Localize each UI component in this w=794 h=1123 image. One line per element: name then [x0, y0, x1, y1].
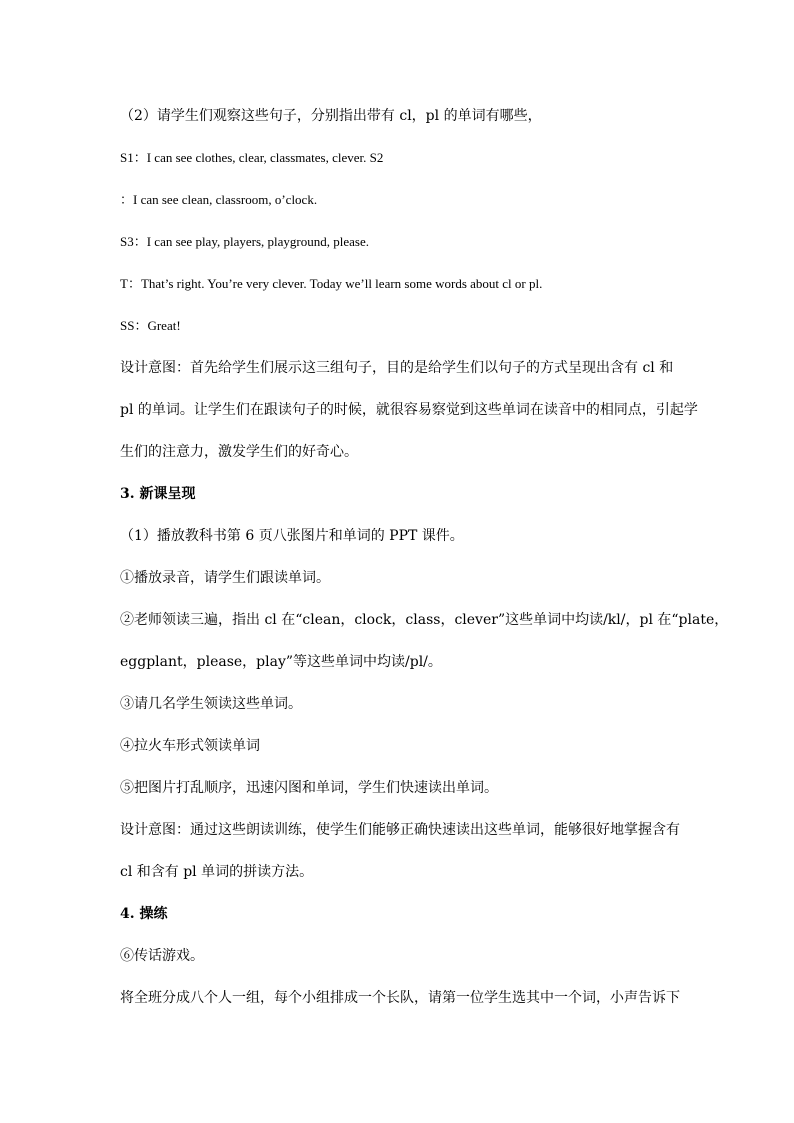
students-response: SS：Great! [120, 318, 181, 333]
step-2-line-2: eggplant，please，play”等这些单词中均读/pl/。 [120, 654, 442, 670]
step-2-line-1: ②老师领读三遍，指出 cl 在“clean，clock，class，clever”这些单词中均读/kl/，pl 在“plate， [120, 612, 729, 628]
step-play-ppt: （1）播放教科书第 6 页八张图片和单词的 PPT 课件。 [120, 528, 464, 544]
student-answer-s3: S3：I can see play, players, playground, please. [120, 234, 369, 249]
student-answer-s1: S1：I can see clothes, clear, classmates, clever. S2 [120, 150, 384, 165]
design-intent-2-line-2: cl 和含有 pl 单词的拼读方法。 [120, 864, 314, 880]
design-intent-1-line-3: 生们的注意力，激发学生们的好奇心。 [120, 444, 358, 460]
step-1: ①播放录音，请学生们跟读单词。 [120, 570, 330, 586]
student-answer-s2: ：I can see clean, classroom, o’clock. [120, 192, 318, 207]
step-5: ⑤把图片打乱顺序，迅速闪图和单词，学生们快速读出单词。 [120, 780, 498, 796]
design-intent-1-line-1: 设计意图：首先给学生们展示这三组句子，目的是给学生们以句子的方式呈现出含有 cl 和 [120, 360, 674, 376]
section-heading-new-lesson: 3. 新课呈现 [120, 486, 196, 502]
design-intent-2-line-1: 设计意图：通过这些朗读训练，使学生们能够正确快速读出这些单词，能够很好地掌握含有 [120, 822, 680, 838]
design-intent-1-line-2: pl 的单词。让学生们在跟读句子的时候，就很容易察觉到这些单词在读音中的相同点，引起学 [120, 402, 698, 418]
teacher-line: T：That’s right. You’re very clever. Today we’ll learn some words about cl or pl. [120, 276, 543, 291]
game-description: 将全班分成八个人一组，每个小组排成一个长队，请第一位学生选其中一个词，小声告诉下 [120, 990, 680, 1006]
step-3: ③请几名学生领读这些单词。 [120, 696, 302, 712]
step-4: ④拉火车形式领读单词 [120, 738, 260, 754]
section-heading-practice: 4. 操练 [120, 906, 168, 922]
paragraph-observe-sentences: （2）请学生们观察这些句子，分别指出带有 cl，pl 的单词有哪些， [120, 108, 542, 124]
step-6: ⑥传话游戏。 [120, 948, 204, 964]
